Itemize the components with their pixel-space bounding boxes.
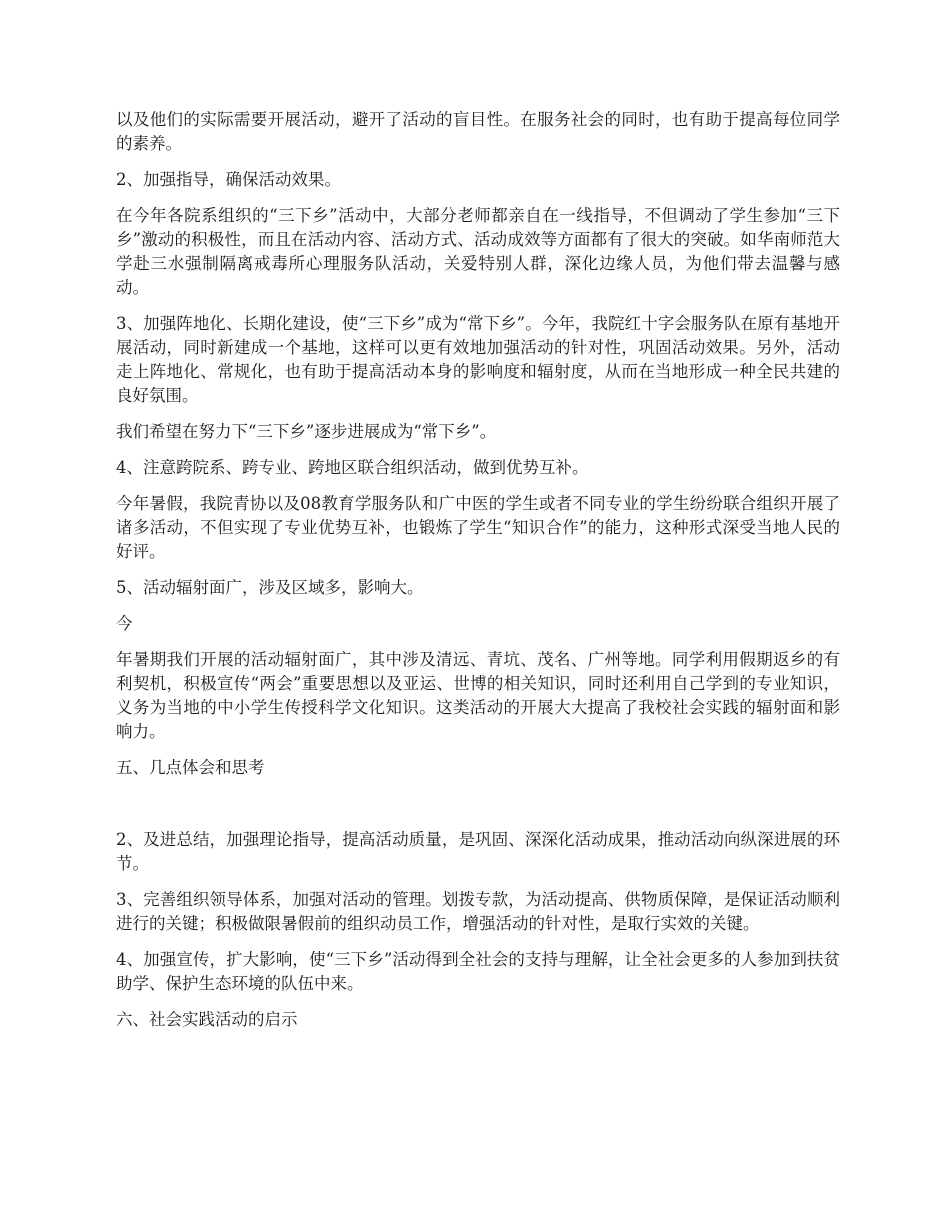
paragraph-fragment: 今 [116, 614, 133, 633]
heading-item-4-cooperation: 4、注意跨院系、跨专业、跨地区联合组织活动，做到优势互补。 [116, 458, 589, 477]
paragraph-intro-continuation: 以及他们的实际需要开展活动，避开了活动的盲目性。在服务社会的同时，也有助于提高每位同学的素养。 [116, 110, 840, 153]
heading-item-2-guidance: 2、加强指导，确保活动效果。 [116, 170, 341, 189]
paragraph-reflection-2: 2、及进总结，加强理论指导，提高活动质量，是巩固、深深化活动成果，推动活动向纵深进展的环节。 [116, 830, 840, 873]
paragraph-guidance-detail: 在今年各院系组织的“三下乡”活动中，大部分老师都亲自在一线指导，不但调动了学生参加“三下乡”激动的积极性，而且在活动内容、活动方式、活动成效等方面都有了很大的突破。如华南师范大学赴三水强制隔离戒毒所心理服务队活动，关爱特别人群，深化边缘人员，为他们带去温馨与感动。 [116, 206, 840, 297]
paragraph-item-3-base-building: 3、加强阵地化、长期化建设，使“三下乡”成为“常下乡”。今年，我院红十字会服务队在原有基地开展活动，同时新建成一个基地，这样可以更有效地加强活动的针对性，巩固活动效果。另外，活动走上阵地化、常规化，也有助于提高活动本身的影响度和辐射度，从而在当地形成一种全民共建的良好氛围。 [116, 314, 840, 405]
paragraph-hope: 我们希望在努力下“三下乡”逐步进展成为“常下乡”。 [116, 422, 497, 441]
document-body [116, 108, 840, 1044]
paragraph-cooperation-detail: 今年暑假，我院青协以及08教育学服务队和广中医的学生或者不同专业的学生纷纷联合组织开展了诸多活动，不但实现了专业优势互补，也锻炼了学生“知识合作”的能力，这种形式深受当地人民的好评。 [116, 494, 840, 561]
section-heading-5-reflections: 五、几点体会和思考 [116, 758, 265, 777]
paragraph-reflection-3: 3、完善组织领导体系，加强对活动的管理。划拨专款，为活动提高、供物质保障，是保证活动顺利进行的关键；积极做限暑假前的组织动员工作，增强活动的针对性，是取行实效的关键。 [116, 890, 840, 933]
paragraph-coverage-detail: 年暑期我们开展的活动辐射面广，其中涉及清远、青坑、茂名、广州等地。同学利用假期返乡的有利契机，积极宣传“两会”重要思想以及亚运、世博的相关知识，同时还利用自己学到的专业知识，义务为当地的中小学生传授科学文化知识。这类活动的开展大大提高了我校社会实践的辐射面和影响力。 [116, 650, 840, 741]
section-heading-6-insights: 六、社会实践活动的启示 [116, 1010, 298, 1029]
blank-line [116, 792, 840, 816]
heading-item-5-coverage: 5、活动辐射面广，涉及区域多，影响大。 [116, 578, 424, 597]
paragraph-reflection-4: 4、加强宣传，扩大影响，使“三下乡”活动得到全社会的支持与理解，让全社会更多的人参加到扶贫助学、保护生态环境的队伍中来。 [116, 950, 840, 993]
